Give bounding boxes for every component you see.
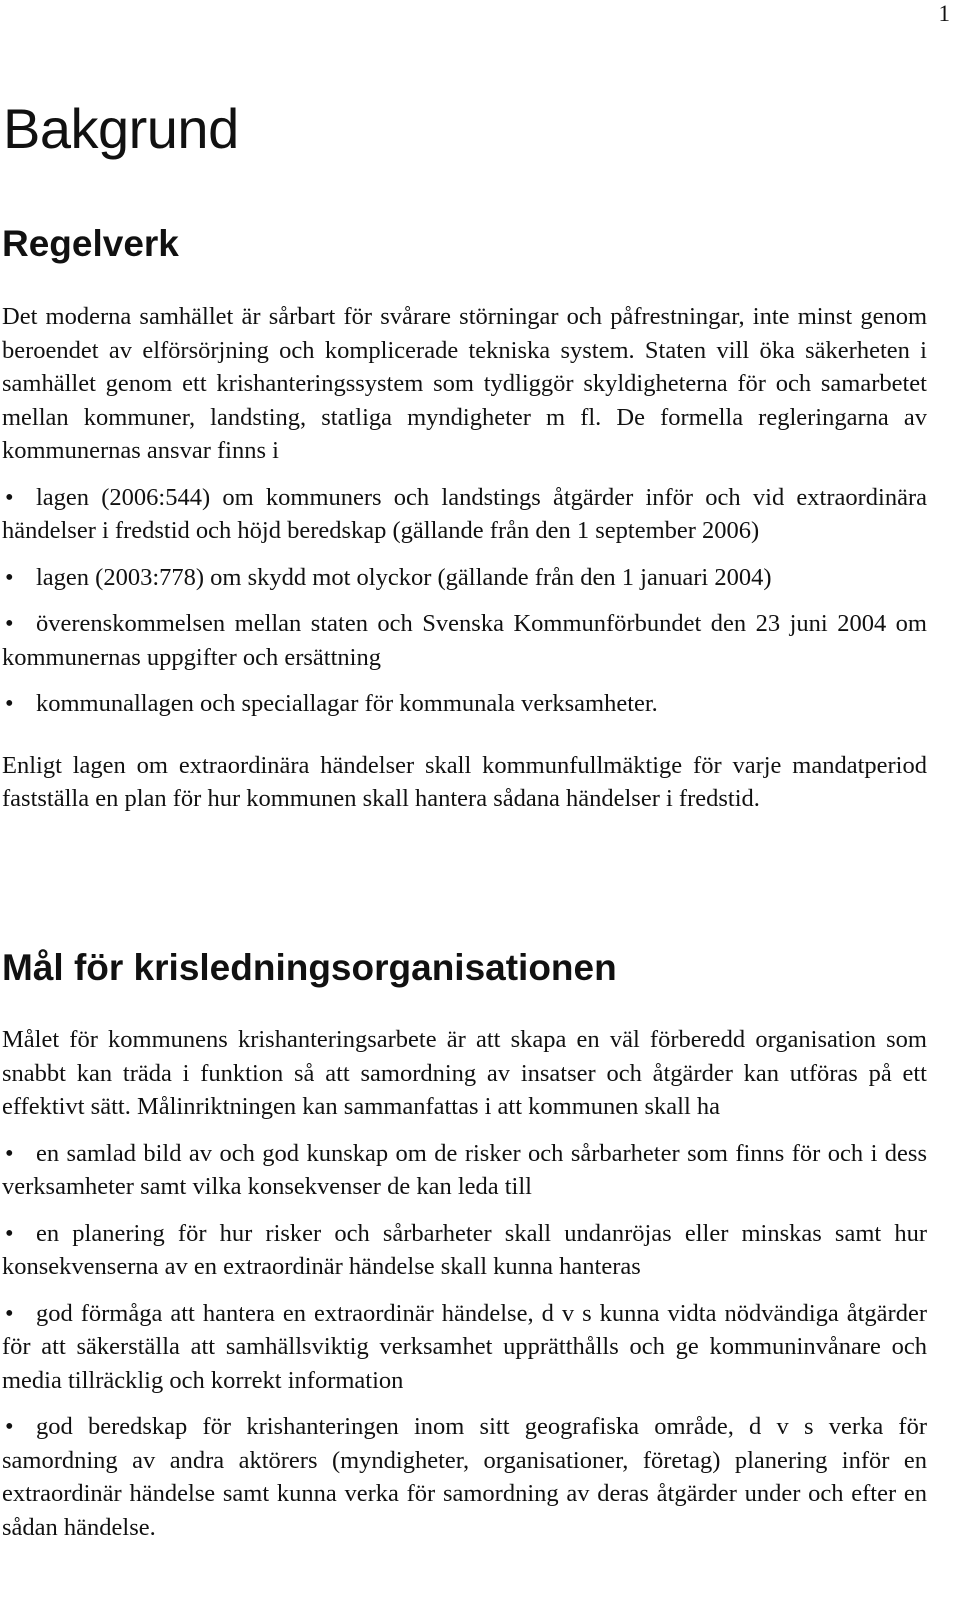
list-item-text: överenskommelsen mellan staten och Svenska Kommunförbundet den 23 juni 2004 om kommunernas uppgifter och ersättning [2, 610, 927, 671]
bullet-marker: • [5, 1139, 14, 1167]
list-item-text: lagen (2003:778) om skydd mot olyckor (gällande från den 1 januari 2004) [36, 563, 772, 591]
bullet-marker: • [5, 563, 14, 591]
list-item [2, 481, 927, 548]
list-item [2, 1410, 927, 1544]
regelverk-closing-paragraph: Enligt lagen om extraordinära händelser skall kommunfullmäktige för varje mandatperiod fastställa en plan för hur kommunen skall hantera sådana händelser i fredstid. [2, 751, 927, 812]
list-item [2, 607, 927, 674]
regelverk-bullet-list [2, 481, 927, 721]
mal-bullet-list [2, 1137, 927, 1545]
mal-intro-paragraph: Målet för kommunens krishanteringsarbete är att skapa en väl förberedd organisation som snabbt kan träda i funktion så att samordning av insatser och åtgärder kan utföras på ett effektivt sätt. Målinriktningen kan sammanfattas i att kommunen skall ha [2, 1026, 927, 1120]
section-heading-mal: Mål för krisledningsorganisationen [2, 947, 617, 988]
list-item-text: en samlad bild av och god kunskap om de risker och sårbarheter som finns för och i dess verksamheter samt vilka konsekvenser de kan leda till [2, 1139, 927, 1200]
section-mal [2, 1023, 927, 1544]
list-item-text: lagen (2006:544) om kommuners och landstings åtgärder inför och vid extraordinära händelser i fredstid och höjd beredskap (gällande från den 1 september 2006) [2, 483, 927, 544]
bullet-marker: • [5, 483, 14, 511]
list-item-text: kommunallagen och speciallagar för kommunala verksamheter. [36, 690, 658, 717]
list-item [2, 1297, 927, 1398]
bullet-marker: • [5, 1299, 14, 1327]
list-item [2, 687, 927, 721]
section-heading-regelverk: Regelverk [2, 223, 179, 264]
list-item [2, 1217, 927, 1284]
list-item [2, 1137, 927, 1204]
page-title: Bakgrund [3, 97, 239, 160]
section-regelverk [2, 300, 927, 816]
bullet-marker: • [5, 1219, 14, 1247]
bullet-marker: • [5, 610, 14, 637]
regelverk-intro-paragraph: Det moderna samhället är sårbart för svårare störningar och påfrestningar, inte minst genom beroendet av elförsörjning och komplicerade tekniska system. Staten vill öka säkerheten i samhället genom ett krishanteringssystem som tydliggör skyldigheterna för och samarbetet mellan kommuner, landsting, statliga myndigheter m fl. De formella regleringarna av kommunernas ansvar finns i [2, 303, 927, 464]
list-item-text: en planering för hur risker och sårbarheter skall undanröjas eller minskas samt hur konsekvenserna av en extraordinär händelse skall kunna hanteras [2, 1219, 927, 1280]
list-item [2, 561, 927, 595]
bullet-marker: • [5, 690, 14, 717]
list-item-text: god beredskap för krishanteringen inom sitt geografiska område, d v s verka för samordning av andra aktörers (myndigheter, organisationer, företag) planering inför en extraordinär händelse samt kunna verka för samordning av deras åtgärder under och efter en sådan händelse. [2, 1413, 927, 1541]
page-number: 1 [938, 1, 950, 26]
bullet-marker: • [5, 1413, 14, 1440]
list-item-text: god förmåga att hantera en extraordinär händelse, d v s kunna vidta nödvändiga åtgärder för att säkerställa att samhällsviktig verksamhet upprätthålls och ge kommuninvånare och media tillräcklig och korrekt information [2, 1299, 927, 1394]
